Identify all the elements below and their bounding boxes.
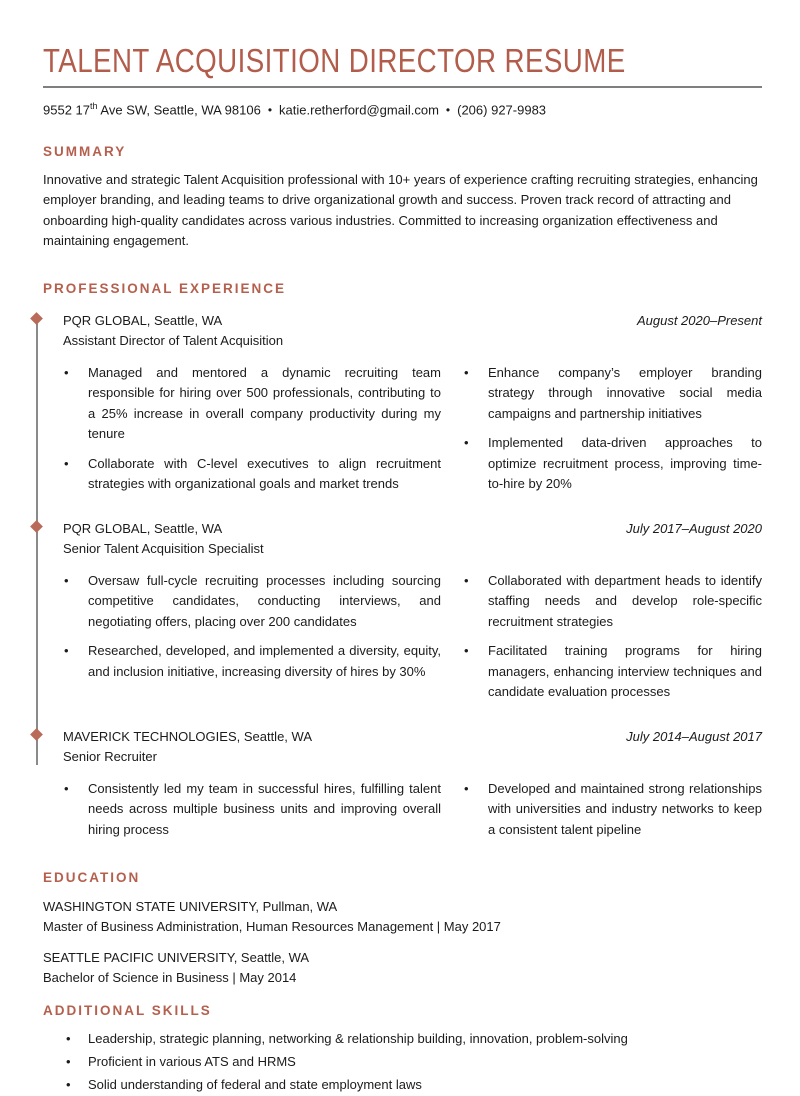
job-entry [43,311,762,495]
contact-email: katie.retherford@gmail.com [279,101,439,117]
job-dates: July 2017–August 2020 [626,520,762,536]
job-bullet: • Researched, developed, and implemented a diversity, equity, and inclusion initiative, increasing diversity of hires by 30% [63,641,441,682]
job-bullet-columns [43,779,762,841]
experience-section [43,281,762,841]
job-bullets-left [63,779,441,841]
diamond-marker-icon [30,520,43,533]
job-bullets-right [463,571,762,703]
job-entry [43,727,762,841]
job-bullet: • Developed and maintained strong relationships with universities and industry networks to keep a consistent talent pipeline [463,779,762,841]
education-entry [43,897,762,937]
job-bullet: • Oversaw full-cycle recruiting processes including sourcing competitive candidates, conducting interviews, and negotiating offers, placing over 200 candidates [63,571,441,633]
job-header [43,519,762,559]
job-bullet: • Facilitated training programs for hiring managers, enhancing interview techniques and candidate evaluation processes [463,641,762,703]
experience-timeline [43,311,762,841]
job-dates: July 2014–August 2017 [626,728,762,744]
job-bullets-left [63,363,441,495]
job-header [43,311,762,351]
job-company: PQR GLOBAL, Seattle, WA [63,312,223,328]
job-entry [43,519,762,703]
skill-item: • Leadership, strategic planning, networking & relationship building, innovation, problem-solving [66,1027,762,1050]
contact-address-rest: Ave SW, Seattle, WA 98106 [97,101,261,117]
education-section [43,870,762,988]
job-company: PQR GLOBAL, Seattle, WA [63,520,223,536]
job-bullets-left [63,571,441,703]
job-bullet: • Collaborate with C-level executives to align recruitment strategies with organizational goals and market trends [63,454,441,495]
title-underline [43,86,762,88]
timeline-line [36,318,38,765]
skills-list [43,1027,762,1096]
education-heading: EDUCATION [43,870,141,886]
skill-item: • Proficient in various ATS and HRMS [66,1050,762,1073]
bullet-separator-icon: • [267,102,273,117]
page-title: TALENT ACQUISITION DIRECTOR RESUME [43,42,626,79]
job-bullet-columns [43,363,762,495]
job-bullet: • Consistently led my team in successful hires, fulfilling talent needs across multiple business units and improving overall hiring process [63,779,441,841]
job-header [43,727,762,767]
school-name: WASHINGTON STATE UNIVERSITY, Pullman, WA [43,899,338,915]
contact-line [43,101,762,117]
contact-phone: (206) 927-9983 [457,101,547,117]
contact-address-number: 9552 17 [43,101,90,117]
experience-heading: PROFESSIONAL EXPERIENCE [43,280,287,296]
job-title: Assistant Director of Talent Acquisition [63,332,284,348]
school-degree: Master of Business Administration, Human Resources Management | May 2017 [43,919,501,935]
job-company: MAVERICK TECHNOLOGIES, Seattle, WA [63,728,312,744]
summary-heading: SUMMARY [43,143,127,159]
job-bullet: • Implemented data-driven approaches to optimize recruitment process, improving time-to-hire by 20% [463,433,762,495]
school-degree: Bachelor of Science in Business | May 2014 [43,970,297,986]
job-bullet: • Collaborated with department heads to identify staffing needs and develop role-specific recruitment strategies [463,571,762,633]
contact-address-ordinal: th [90,100,98,111]
job-bullets-right [463,363,762,495]
summary-text: Innovative and strategic Talent Acquisition professional with 10+ years of experience crafting recruiting strategies, enhancing employer branding, and leading teams to drive organizational growth and success. Proven track record of attracting and onboarding high-quality candidates across various industries. Committed to increasing organization effectiveness and maintaining engagement. [43,171,758,249]
job-bullets-right [463,779,762,841]
job-bullet: • Managed and mentored a dynamic recruiting team responsible for hiring over 500 professionals, contributing to a 25% increase in overall company productivity during my tenure [63,363,441,445]
skills-heading: ADDITIONAL SKILLS [43,1003,212,1019]
job-dates: August 2020–Present [636,312,762,328]
summary-section [43,144,762,252]
school-name: SEATTLE PACIFIC UNIVERSITY, Seattle, WA [43,950,310,966]
bullet-separator-icon: • [445,102,451,117]
job-bullet: • Enhance company’s employer branding strategy through innovative social media campaigns and partnership initiatives [463,363,762,425]
job-bullet-columns [43,571,762,703]
diamond-marker-icon [30,728,43,741]
education-entry [43,948,762,988]
skills-section [43,1003,762,1096]
diamond-marker-icon [30,312,43,325]
job-title: Senior Talent Acquisition Specialist [63,540,264,556]
skill-item: • Solid understanding of federal and state employment laws [66,1073,762,1096]
job-title: Senior Recruiter [63,748,157,764]
